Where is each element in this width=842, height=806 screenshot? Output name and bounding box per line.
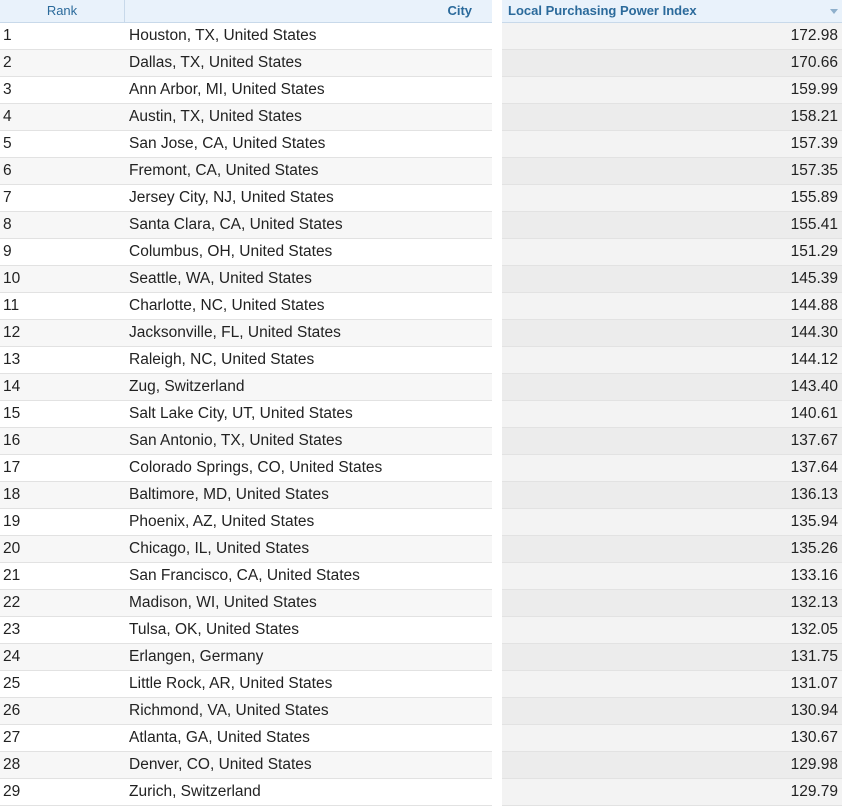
index-value-cell: 157.35 [502, 158, 842, 185]
table-row [0, 23, 842, 50]
rank-cell: 25 [0, 671, 125, 698]
rank-cell: 1 [0, 23, 125, 50]
rank-cell: 2 [0, 50, 125, 77]
city-cell: Austin, TX, United States [125, 104, 492, 131]
city-column-header[interactable]: City [125, 0, 492, 23]
index-value-cell: 170.66 [502, 50, 842, 77]
column-gap [492, 293, 502, 320]
rank-cell: 14 [0, 374, 125, 401]
column-gap [492, 50, 502, 77]
column-gap [492, 536, 502, 563]
city-cell: Erlangen, Germany [125, 644, 492, 671]
index-value-cell: 131.75 [502, 644, 842, 671]
column-gap [492, 455, 502, 482]
city-cell: Ann Arbor, MI, United States [125, 77, 492, 104]
index-value-cell: 130.67 [502, 725, 842, 752]
index-value-cell: 132.05 [502, 617, 842, 644]
column-gap [492, 212, 502, 239]
city-cell: San Antonio, TX, United States [125, 428, 492, 455]
column-gap [492, 671, 502, 698]
rank-cell: 24 [0, 644, 125, 671]
table-row [0, 320, 842, 347]
table-row [0, 50, 842, 77]
table-row [0, 374, 842, 401]
table-row [0, 77, 842, 104]
rank-cell: 16 [0, 428, 125, 455]
index-value-cell: 129.79 [502, 779, 842, 806]
rank-cell: 9 [0, 239, 125, 266]
table-row [0, 725, 842, 752]
column-gap [492, 0, 502, 23]
index-value-cell: 143.40 [502, 374, 842, 401]
column-gap [492, 347, 502, 374]
table-row [0, 293, 842, 320]
city-cell: Richmond, VA, United States [125, 698, 492, 725]
index-value-cell: 130.94 [502, 698, 842, 725]
column-gap [492, 617, 502, 644]
column-gap [492, 401, 502, 428]
rank-cell: 23 [0, 617, 125, 644]
rank-cell: 12 [0, 320, 125, 347]
column-gap [492, 698, 502, 725]
table-row [0, 752, 842, 779]
index-value-cell: 137.67 [502, 428, 842, 455]
rank-cell: 5 [0, 131, 125, 158]
rank-cell: 27 [0, 725, 125, 752]
index-value-cell: 144.30 [502, 320, 842, 347]
index-value-cell: 172.98 [502, 23, 842, 50]
table-row [0, 239, 842, 266]
table-row [0, 104, 842, 131]
city-cell: Raleigh, NC, United States [125, 347, 492, 374]
rank-column-header[interactable]: Rank [0, 0, 125, 23]
index-value-cell: 158.21 [502, 104, 842, 131]
city-cell: Seattle, WA, United States [125, 266, 492, 293]
city-cell: Denver, CO, United States [125, 752, 492, 779]
rank-cell: 18 [0, 482, 125, 509]
table-row [0, 212, 842, 239]
index-value-cell: 136.13 [502, 482, 842, 509]
table-row [0, 131, 842, 158]
table-header [0, 0, 842, 23]
table-row [0, 644, 842, 671]
index-column-header[interactable] [502, 0, 842, 23]
column-gap [492, 644, 502, 671]
index-value-cell: 135.94 [502, 509, 842, 536]
city-cell: Zug, Switzerland [125, 374, 492, 401]
column-gap [492, 23, 502, 50]
rank-cell: 22 [0, 590, 125, 617]
column-gap [492, 779, 502, 806]
table-body [0, 23, 842, 806]
column-gap [492, 266, 502, 293]
city-cell: Tulsa, OK, United States [125, 617, 492, 644]
rank-cell: 10 [0, 266, 125, 293]
city-cell: Little Rock, AR, United States [125, 671, 492, 698]
index-value-cell: 133.16 [502, 563, 842, 590]
table-row [0, 563, 842, 590]
table-row [0, 482, 842, 509]
city-cell: Atlanta, GA, United States [125, 725, 492, 752]
city-cell: Santa Clara, CA, United States [125, 212, 492, 239]
column-gap [492, 428, 502, 455]
index-value-cell: 145.39 [502, 266, 842, 293]
city-cell: Salt Lake City, UT, United States [125, 401, 492, 428]
index-value-cell: 151.29 [502, 239, 842, 266]
chevron-down-icon[interactable] [830, 9, 838, 14]
table-row [0, 671, 842, 698]
table-row [0, 509, 842, 536]
rank-cell: 8 [0, 212, 125, 239]
column-gap [492, 374, 502, 401]
city-cell: Colorado Springs, CO, United States [125, 455, 492, 482]
index-value-cell: 140.61 [502, 401, 842, 428]
table-row [0, 590, 842, 617]
rank-cell: 26 [0, 698, 125, 725]
index-value-cell: 135.26 [502, 536, 842, 563]
table-row [0, 401, 842, 428]
column-gap [492, 482, 502, 509]
table-row [0, 347, 842, 374]
rank-cell: 21 [0, 563, 125, 590]
index-value-cell: 144.12 [502, 347, 842, 374]
column-gap [492, 725, 502, 752]
rank-cell: 29 [0, 779, 125, 806]
rank-cell: 11 [0, 293, 125, 320]
city-cell: Columbus, OH, United States [125, 239, 492, 266]
city-cell: San Francisco, CA, United States [125, 563, 492, 590]
city-cell: Charlotte, NC, United States [125, 293, 492, 320]
column-gap [492, 158, 502, 185]
index-value-cell: 155.41 [502, 212, 842, 239]
column-gap [492, 563, 502, 590]
column-gap [492, 320, 502, 347]
city-cell: Chicago, IL, United States [125, 536, 492, 563]
table-row [0, 779, 842, 806]
table-row [0, 698, 842, 725]
city-cell: San Jose, CA, United States [125, 131, 492, 158]
column-gap [492, 104, 502, 131]
index-value-cell: 155.89 [502, 185, 842, 212]
index-value-cell: 132.13 [502, 590, 842, 617]
index-value-cell: 129.98 [502, 752, 842, 779]
column-gap [492, 590, 502, 617]
rank-cell: 28 [0, 752, 125, 779]
rank-cell: 17 [0, 455, 125, 482]
rank-cell: 3 [0, 77, 125, 104]
city-cell: Phoenix, AZ, United States [125, 509, 492, 536]
city-cell: Jacksonville, FL, United States [125, 320, 492, 347]
city-cell: Houston, TX, United States [125, 23, 492, 50]
rank-cell: 6 [0, 158, 125, 185]
city-cell: Jersey City, NJ, United States [125, 185, 492, 212]
index-column-header-label: Local Purchasing Power Index [508, 3, 697, 18]
column-gap [492, 509, 502, 536]
city-cell: Baltimore, MD, United States [125, 482, 492, 509]
city-cell: Dallas, TX, United States [125, 50, 492, 77]
index-value-cell: 157.39 [502, 131, 842, 158]
rank-cell: 19 [0, 509, 125, 536]
index-value-cell: 159.99 [502, 77, 842, 104]
table-row [0, 158, 842, 185]
rank-cell: 7 [0, 185, 125, 212]
table-row [0, 428, 842, 455]
column-gap [492, 185, 502, 212]
rank-cell: 15 [0, 401, 125, 428]
table-row [0, 536, 842, 563]
city-cell: Zurich, Switzerland [125, 779, 492, 806]
column-gap [492, 131, 502, 158]
city-cell: Fremont, CA, United States [125, 158, 492, 185]
column-gap [492, 752, 502, 779]
rank-cell: 4 [0, 104, 125, 131]
index-value-cell: 131.07 [502, 671, 842, 698]
rank-cell: 20 [0, 536, 125, 563]
column-gap [492, 239, 502, 266]
index-value-cell: 137.64 [502, 455, 842, 482]
table-row [0, 266, 842, 293]
table-row [0, 185, 842, 212]
column-gap [492, 77, 502, 104]
city-cell: Madison, WI, United States [125, 590, 492, 617]
index-value-cell: 144.88 [502, 293, 842, 320]
table-row [0, 617, 842, 644]
table-row [0, 455, 842, 482]
rank-cell: 13 [0, 347, 125, 374]
